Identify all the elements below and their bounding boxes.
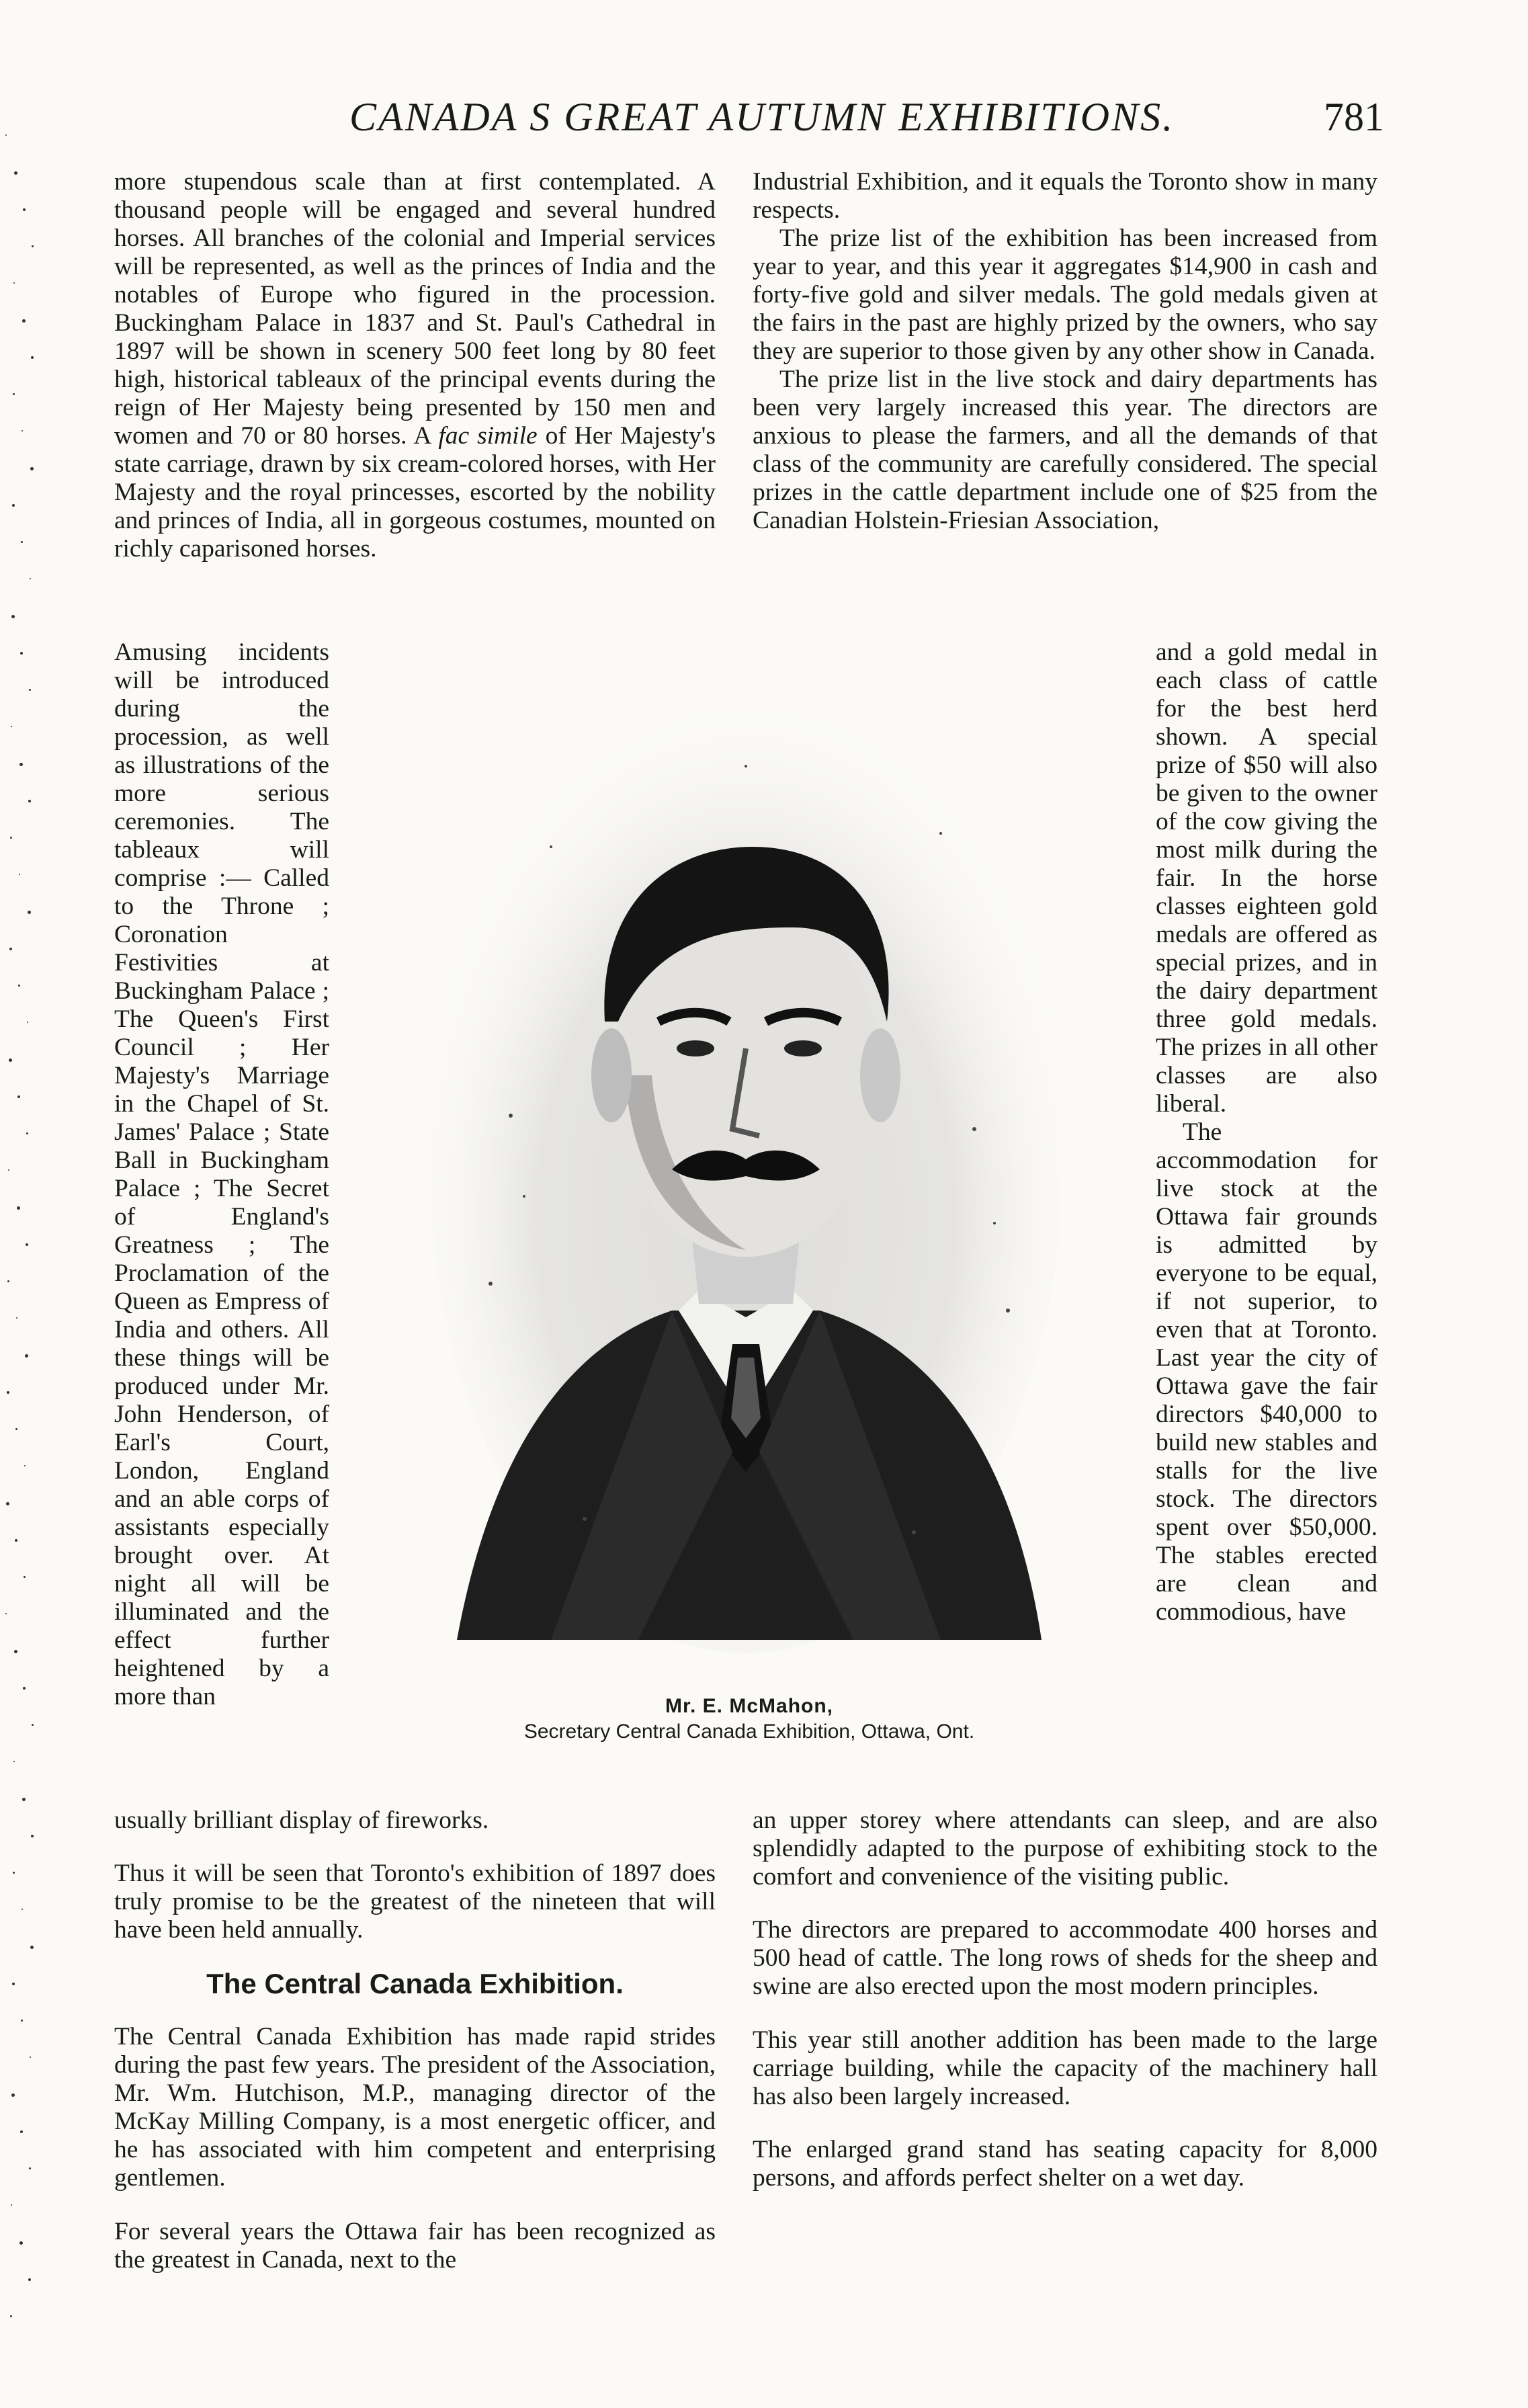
scan-speck <box>20 2130 23 2133</box>
para-central-canada: The Central Canada Exhibition has made rapid strides during the past few years. The president of the Association, Mr. Wm. Hutchison, M.P., managing director of the McKay Milling Company, is a most energetic officer, and he has associated with him competent and enterprising gentlemen. <box>114 2023 716 2192</box>
caption-name: Mr. E. McMahon, <box>665 1695 834 1717</box>
right-column-top <box>753 168 1377 535</box>
scan-speck <box>23 208 26 211</box>
left-column-top <box>114 168 716 563</box>
scan-speck <box>9 1058 12 1062</box>
scan-speck <box>11 2204 12 2206</box>
section-heading-central-canada: The Central Canada Exhibition. <box>206 1967 624 1999</box>
scan-speck <box>18 985 20 987</box>
scan-speck <box>29 689 31 691</box>
scan-speck <box>31 1835 34 1837</box>
scan-speck <box>27 1022 28 1023</box>
para-grand-stand: The enlarged grand stand has seating capacity for 8,000 persons, and affords perfect shelter on a wet day. <box>753 2136 1377 2192</box>
scan-speck <box>21 541 23 543</box>
fac-simile-italic: fac simile <box>438 422 538 450</box>
right-narrow-text-1: and a gold medal in each class of cattle for the best herd shown. A special prize of $50 will also be given to the owner of the cow giving the most milk during the fair. In the horse classes eighteen gold medals are offered as special prizes, and in the dairy department three gold medals. The prizes in all other classes are also liberal. <box>1156 638 1377 1118</box>
scan-margin-noise <box>0 0 40 2408</box>
scan-speck <box>13 282 15 284</box>
para-addition: This year still another addition has been made to the large carriage building, while the capacity of the machinery hall has also been largely increased. <box>753 2026 1377 2110</box>
scan-speck <box>30 467 34 470</box>
right-narrow-text-2: The accommodation for live stock at the Ottawa fair grounds is admitted by everyone to be equal, if not superior, to even that at Toronto. Last year the city of Ottawa gave the fair directors $40,000 to build new stables and stalls for the live stock. The directors spent over $50,000. The stables erected are clean and commodious, have <box>1156 1118 1377 1626</box>
scan-speck <box>10 837 12 839</box>
scan-speck <box>19 2241 23 2245</box>
portrait-caption <box>430 1694 1068 1745</box>
caption-title: Secretary Central Canada Exhibition, Ottawa, Ont. <box>523 1720 975 1743</box>
scan-speck <box>14 171 17 175</box>
left-narrow-text: Amusing incidents will be introduced during the procession, as well as illustrations of the more serious ceremonies. The tableaux will comprise :— Called to the Throne ; Coronation Festivities at Buckingham Palace ; The Queen's First Council ; Her Majesty's Marriage in the Chapel of St. James' Palace ; State Ball in Buckingham Palace ; The Secret of England's Greatness ; The Proclamation of the Queen as Empress of India and others. All these things will be produced under Mr. John Henderson, of Earl's Court, London, England and an able corps of assistants especially brought over. At night all will be illuminated and the effect further heightened by a more than <box>114 638 329 1710</box>
scan-speck <box>22 319 26 323</box>
para-directors: The directors are prepared to accommodate 400 horses and 500 head of cattle. The long rows of sheds for the sheep and swine are also erected upon the most modern principles. <box>753 1916 1377 2000</box>
right-continued-text: an upper storey where attendants can sleep, and are also splendidly adapted to the purpose of exhibiting stock to the comfort and convenience of the visiting public. <box>753 1806 1377 1891</box>
scan-speck <box>28 2278 31 2281</box>
scan-speck <box>12 504 15 507</box>
scan-speck <box>9 948 12 950</box>
scan-speck <box>6 1502 9 1505</box>
scan-speck <box>13 1872 15 1874</box>
scan-speck <box>26 1243 28 1246</box>
scan-speck <box>13 1761 15 1762</box>
scan-speck <box>7 1280 9 1282</box>
scan-speck <box>30 1946 34 1949</box>
scan-speck <box>7 1391 9 1394</box>
scan-speck <box>14 1650 17 1653</box>
fac-simile-rest: of Her Majesty's state carriage, drawn by six cream-colored horses, with Her Majesty and the royal princesses, escorted by the nobility and princes of India, all in gorgeous costumes, mounted on richly caparisoned horses. <box>114 422 716 563</box>
scan-speck <box>22 1798 26 1801</box>
left-continued-text: usually brilliant display of fireworks. <box>114 1806 489 1834</box>
scan-speck <box>32 1724 34 1726</box>
para-live-stock: The prize list in the live stock and dairy departments has been very largely increased this year. The directors are anxious to please the farmers, and all the demands of that class of the community are carefully considered. The special prizes in the cattle department include one of $25 from the Canadian Holstein-Friesian Association, <box>753 366 1377 534</box>
scan-speck <box>21 2020 23 2022</box>
scan-speck <box>26 1132 28 1134</box>
scan-speck <box>17 1206 20 1210</box>
scan-speck <box>11 2093 15 2097</box>
scan-speck <box>32 245 34 247</box>
scan-speck <box>28 911 31 914</box>
para-prize-list: The prize list of the exhibition has been increased from year to year, and this year it aggregates $14,900 in cash and forty-five gold and silver medals. The gold medals given at the fairs in the past are highly prized by the owners, who say they are superior to those given by any other show in Canada. <box>753 224 1377 365</box>
scan-speck <box>5 134 7 136</box>
scan-speck <box>19 763 23 766</box>
running-header-title: CANADA S GREAT AUTUMN EXHIBITIONS. <box>349 95 1175 139</box>
scan-speck <box>8 1169 9 1171</box>
scan-speck <box>13 393 15 395</box>
scan-speck <box>24 1465 26 1466</box>
scan-speck <box>28 800 31 802</box>
scan-speck <box>20 652 23 655</box>
scan-speck <box>19 874 20 875</box>
scan-speck <box>22 430 23 431</box>
left-opening-paragraph <box>114 168 716 563</box>
right-narrow-text <box>1156 638 1377 1626</box>
scan-speck <box>15 1539 17 1542</box>
scan-speck <box>31 356 34 359</box>
para-ottawa-fair: For several years the Ottawa fair has been recognized as the greatest in Canada, next to the <box>114 2217 716 2274</box>
scan-speck <box>30 2057 31 2058</box>
scan-speck <box>29 2167 31 2169</box>
scan-speck <box>11 615 15 618</box>
para-industrial: Industrial Exhibition, and it equals the Toronto show in many respects. <box>753 168 1377 224</box>
left-column-bottom <box>114 1781 716 2299</box>
para-thus: Thus it will be seen that Toronto's exhibition of 1897 does truly promise to be the greatest of the nineteen that will have been held annually. <box>114 1860 716 1944</box>
left-opening-text: more stupendous scale than at first contemplated. A thousand people will be engaged and several hundred horses. All branches of the colonial and Imperial services will be represented, as well as the princes of India and the notables of Europe who figured in the procession. Buckingham Palace in 1837 and St. Paul's Cathedral in 1897 will be shown in scenery 500 feet long by 80 feet high, historical tableaux of the principal events during the reign of Her Majesty being presented by 150 men and women and 70 or 80 horses. <box>114 168 716 450</box>
scan-speck <box>5 1613 7 1614</box>
scan-speck <box>10 2315 12 2317</box>
fac-simile-lead: A <box>413 422 431 450</box>
scan-speck <box>11 726 12 727</box>
scan-speck <box>25 1354 28 1358</box>
scan-speck <box>17 1095 20 1098</box>
right-column-bottom <box>753 1781 1377 2218</box>
scan-speck <box>23 1687 26 1690</box>
scan-speck <box>16 1317 17 1319</box>
page-number: 781 <box>1324 95 1384 139</box>
scan-speck <box>22 1909 23 1910</box>
scan-speck <box>12 1983 15 1985</box>
scan-speck <box>15 1428 17 1430</box>
scan-speck <box>24 1576 26 1578</box>
scan-speck <box>30 578 31 579</box>
portrait-engraving <box>417 645 1075 1667</box>
